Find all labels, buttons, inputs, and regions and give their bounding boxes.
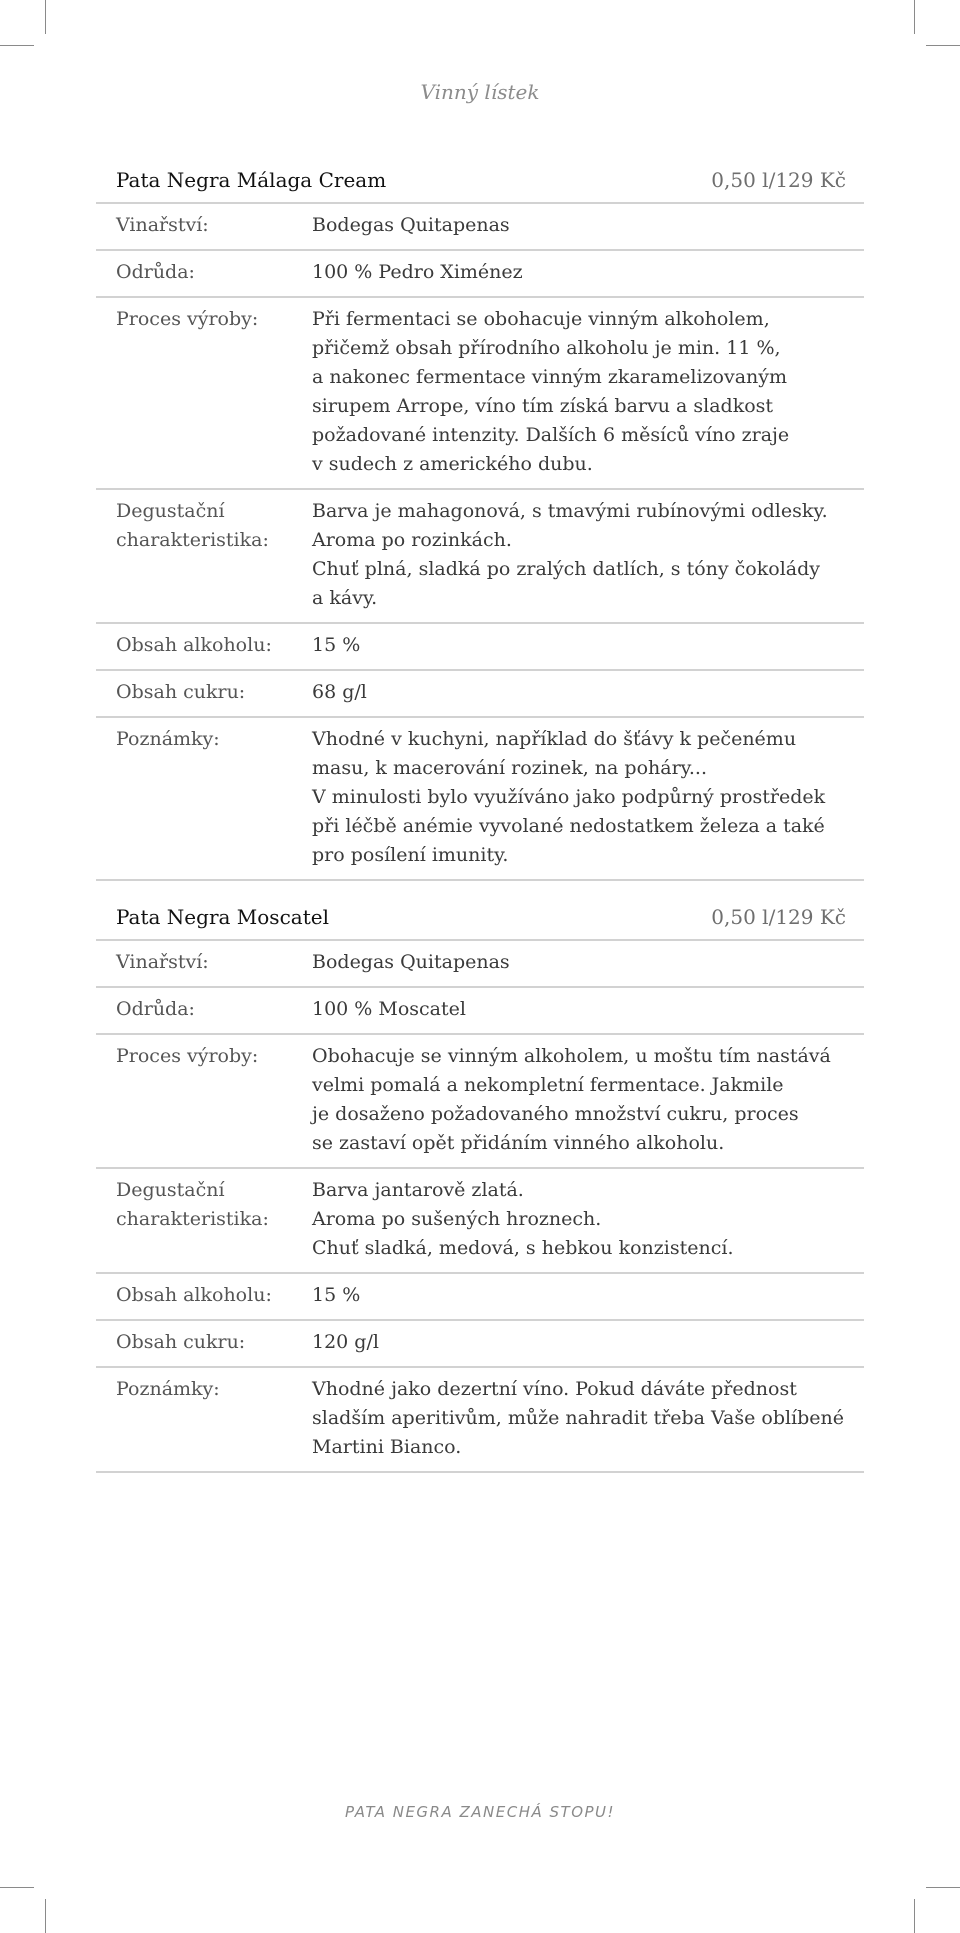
wine-details xyxy=(96,941,864,1473)
detail-label-line: charakteristika: xyxy=(116,1208,269,1230)
detail-label xyxy=(116,995,312,1024)
detail-value-line: v sudech z amerického dubu. xyxy=(312,453,593,475)
detail-value-line: 100 % Moscatel xyxy=(312,998,466,1020)
detail-value xyxy=(312,678,864,707)
crop-mark xyxy=(45,1899,46,1933)
detail-value xyxy=(312,1281,864,1310)
detail-row xyxy=(96,1035,864,1169)
footer-slogan: PATA NEGRA ZANECHÁ STOPU! xyxy=(344,1803,616,1821)
detail-label xyxy=(116,1328,312,1357)
detail-value-line: se zastaví opět přidáním vinného alkoholu. xyxy=(312,1132,725,1154)
detail-label xyxy=(116,678,312,707)
detail-value-line: Barva je mahagonová, s tmavými rubínovými odlesky. xyxy=(312,500,828,522)
wine-header xyxy=(96,905,864,941)
detail-value-line: sladším aperitivům, může nahradit třeba Vaše oblíbené xyxy=(312,1407,845,1429)
detail-label-line: Poznámky: xyxy=(116,1378,220,1400)
wine-details xyxy=(96,204,864,881)
detail-row xyxy=(96,941,864,988)
detail-value xyxy=(312,1328,864,1357)
detail-value-line: 68 g/l xyxy=(312,681,367,703)
detail-value xyxy=(312,1176,864,1263)
detail-value-line: Chuť plná, sladká po zralých datlích, s tóny čokolády xyxy=(312,558,820,580)
detail-row xyxy=(96,988,864,1035)
detail-label-line: Obsah cukru: xyxy=(116,1331,246,1353)
wine-price: 0,50 l/129 Kč xyxy=(711,905,846,929)
detail-value-line: velmi pomalá a nekompletní fermentace. Jakmile xyxy=(312,1074,784,1096)
detail-label-line: Degustační xyxy=(116,500,225,522)
detail-row xyxy=(96,298,864,490)
detail-value-line: 120 g/l xyxy=(312,1331,379,1353)
detail-label xyxy=(116,725,312,870)
detail-value xyxy=(312,211,864,240)
detail-label-line: Degustační xyxy=(116,1179,225,1201)
detail-value-line: při léčbě anémie vyvolané nedostatkem železa a také xyxy=(312,815,825,837)
detail-label-line: Obsah alkoholu: xyxy=(116,1284,272,1306)
detail-label xyxy=(116,305,312,479)
detail-value-line: Obohacuje se vinným alkoholem, u moštu tím nastává xyxy=(312,1045,831,1067)
detail-row xyxy=(96,718,864,881)
detail-label-line: charakteristika: xyxy=(116,529,269,551)
detail-value-line: Martini Bianco. xyxy=(312,1436,462,1458)
detail-value xyxy=(312,497,864,613)
wine-header xyxy=(96,168,864,204)
detail-label-line: Poznámky: xyxy=(116,728,220,750)
crop-mark xyxy=(926,45,960,46)
detail-value xyxy=(312,1375,864,1462)
detail-label-line: Proces výroby: xyxy=(116,308,259,330)
detail-label xyxy=(116,211,312,240)
detail-value-line: a nakonec fermentace vinným zkaramelizovaným xyxy=(312,366,788,388)
crop-mark xyxy=(914,0,915,34)
detail-label xyxy=(116,631,312,660)
crop-mark xyxy=(45,0,46,34)
detail-value xyxy=(312,631,864,660)
detail-value-line: Při fermentaci se obohacuje vinným alkoholem, xyxy=(312,308,770,330)
detail-value xyxy=(312,305,864,479)
crop-mark xyxy=(0,45,34,46)
detail-value-line: a kávy. xyxy=(312,587,378,609)
detail-value-line: 15 % xyxy=(312,1284,361,1306)
detail-value xyxy=(312,258,864,287)
detail-label xyxy=(116,1176,312,1263)
detail-value xyxy=(312,995,864,1024)
detail-row xyxy=(96,1274,864,1321)
detail-row xyxy=(96,1368,864,1473)
detail-value xyxy=(312,1042,864,1158)
detail-row xyxy=(96,1321,864,1368)
detail-value-line: Aroma po rozinkách. xyxy=(312,529,512,551)
detail-value-line: je dosaženo požadovaného množství cukru, proces xyxy=(312,1103,799,1125)
detail-label-line: Odrůda: xyxy=(116,998,195,1020)
detail-value-line: 100 % Pedro Ximénez xyxy=(312,261,523,283)
detail-value-line: masu, k macerování rozinek, na poháry... xyxy=(312,757,707,779)
detail-value-line: Vhodné jako dezertní víno. Pokud dáváte přednost xyxy=(312,1378,797,1400)
detail-row xyxy=(96,1169,864,1274)
wine-name: Pata Negra Moscatel xyxy=(116,905,329,929)
detail-label xyxy=(116,948,312,977)
detail-value-line: Bodegas Quitapenas xyxy=(312,951,510,973)
detail-label-line: Vinařství: xyxy=(116,214,209,236)
detail-row xyxy=(96,490,864,624)
detail-value-line: sirupem Arrope, víno tím získá barvu a sladkost xyxy=(312,395,774,417)
detail-label xyxy=(116,497,312,613)
detail-value-line: Chuť sladká, medová, s hebkou konzistencí. xyxy=(312,1237,734,1259)
detail-label-line: Proces výroby: xyxy=(116,1045,259,1067)
detail-value xyxy=(312,725,864,870)
detail-value-line: V minulosti bylo využíváno jako podpůrný prostředek xyxy=(312,786,826,808)
crop-mark xyxy=(0,1887,34,1888)
wine-price: 0,50 l/129 Kč xyxy=(711,168,846,192)
detail-label-line: Obsah cukru: xyxy=(116,681,246,703)
detail-value-line: 15 % xyxy=(312,634,361,656)
detail-value xyxy=(312,948,864,977)
detail-value-line: Barva jantarově zlatá. xyxy=(312,1179,524,1201)
wine-name: Pata Negra Málaga Cream xyxy=(116,168,387,192)
detail-label-line: Odrůda: xyxy=(116,261,195,283)
detail-value-line: požadované intenzity. Dalších 6 měsíců víno zraje xyxy=(312,424,790,446)
detail-label xyxy=(116,1042,312,1158)
detail-value-line: Vhodné v kuchyni, například do šťávy k pečenému xyxy=(312,728,797,750)
page-header: Vinný lístek xyxy=(420,80,540,104)
detail-label xyxy=(116,1375,312,1462)
detail-value-line: pro posílení imunity. xyxy=(312,844,509,866)
detail-row xyxy=(96,671,864,718)
detail-label xyxy=(116,1281,312,1310)
detail-label-line: Vinařství: xyxy=(116,951,209,973)
crop-mark xyxy=(926,1887,960,1888)
detail-row xyxy=(96,251,864,298)
crop-mark xyxy=(914,1899,915,1933)
detail-label-line: Obsah alkoholu: xyxy=(116,634,272,656)
detail-row xyxy=(96,204,864,251)
wine-card-moscatel xyxy=(96,905,864,1473)
detail-value-line: Aroma po sušených hroznech. xyxy=(312,1208,602,1230)
detail-row xyxy=(96,624,864,671)
detail-value-line: přičemž obsah přírodního alkoholu je min. 11 %, xyxy=(312,337,781,359)
detail-value-line: Bodegas Quitapenas xyxy=(312,214,510,236)
wine-card-malaga-cream xyxy=(96,168,864,881)
detail-label xyxy=(116,258,312,287)
